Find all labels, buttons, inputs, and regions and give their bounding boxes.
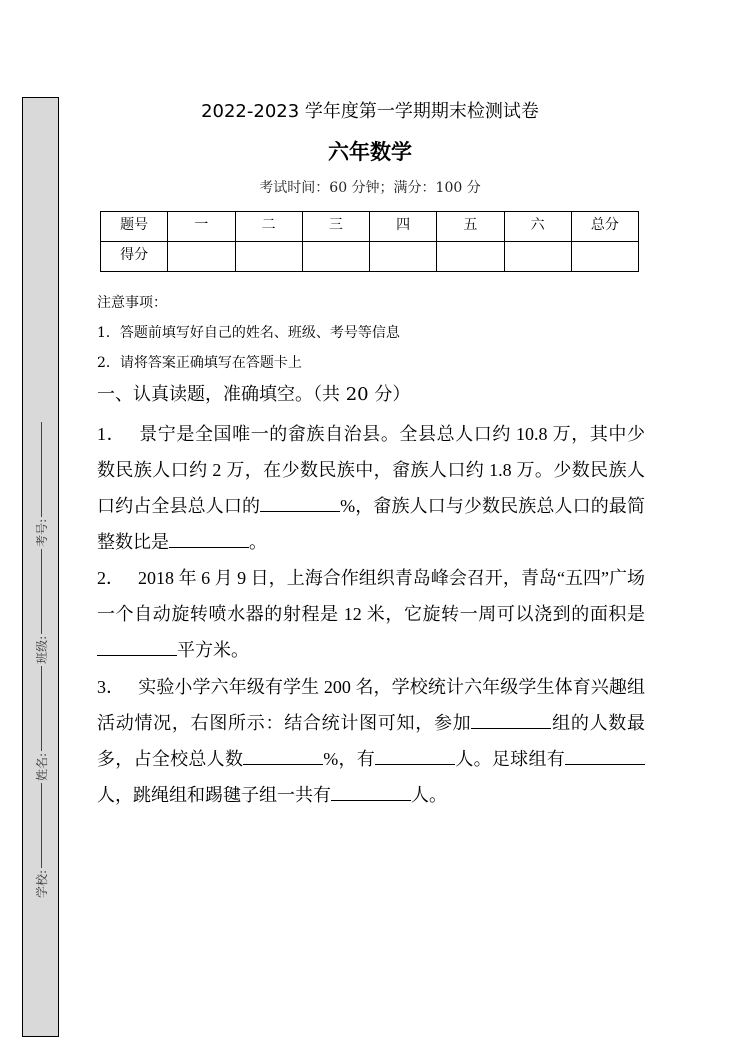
question-text: 人。足球组有: [455, 749, 566, 769]
cell: 四: [370, 212, 437, 242]
answer-blank[interactable]: [375, 746, 455, 765]
exam-number-label: 考号:: [34, 518, 49, 547]
cell: 二: [235, 212, 302, 242]
class-field[interactable]: [41, 549, 42, 634]
score-table-score-row: [101, 242, 639, 272]
name-label: 姓名:: [34, 752, 49, 781]
question-3: [97, 669, 645, 813]
question-text: 实验小学六年级有学生 200 名，学校统计六年级学生体育兴趣组活动情况，右图所示：结合统计图可知，参加: [97, 677, 646, 733]
answer-blank[interactable]: [97, 637, 177, 656]
score-table: [100, 211, 639, 272]
question-1: [97, 416, 645, 560]
question-text: 人，跳绳组和踢毽子组一共有: [97, 785, 331, 805]
notes-title: 注意事项：: [97, 295, 167, 311]
question-2: [97, 560, 645, 668]
exam-number-field[interactable]: [41, 422, 42, 517]
notes: [97, 288, 400, 378]
score-cell[interactable]: [437, 242, 504, 272]
answer-blank[interactable]: [169, 529, 249, 548]
binding-strip-fields: [30, 420, 52, 900]
answer-blank[interactable]: [471, 710, 551, 729]
exam-title: 2022-2023 学年度第一学期期末检测试卷: [201, 101, 539, 122]
cell: 题号: [101, 212, 168, 242]
score-cell[interactable]: [571, 242, 638, 272]
question-number: 2．: [97, 568, 125, 588]
school-label: 学校:: [34, 869, 49, 898]
class-label: 班级:: [34, 635, 49, 664]
question-text: 人。: [411, 785, 447, 805]
score-cell[interactable]: [504, 242, 571, 272]
question-text: 平方米。: [177, 640, 249, 660]
question-text: 2018 年 6 月 9 日，上海合作组织青岛峰会召开，青岛“五四”广场一个自动旋转喷水器的射程是 12 米，它旋转一周可以浇到的面积是: [97, 568, 646, 624]
score-cell[interactable]: [168, 242, 235, 272]
cell: 总分: [571, 212, 638, 242]
score-cell[interactable]: [302, 242, 369, 272]
question-number: 1．: [97, 424, 126, 444]
question-text: %，有: [323, 749, 376, 769]
answer-blank[interactable]: [260, 493, 340, 512]
school-field[interactable]: [41, 783, 42, 868]
cell: 六: [504, 212, 571, 242]
cell: 一: [168, 212, 235, 242]
question-text: 。: [249, 532, 267, 552]
answer-blank[interactable]: [331, 782, 411, 801]
answer-blank[interactable]: [565, 746, 645, 765]
question-number: 3．: [97, 677, 125, 697]
question-text: 组的人数最多，占全校总人数: [97, 713, 646, 769]
section-heading: 一、认真读题，准确填空。（共 20 分）: [97, 384, 411, 405]
note-item: 1．答题前填写好自己的姓名、班级、考号等信息: [97, 325, 400, 341]
score-cell[interactable]: [370, 242, 437, 272]
question-text: %，畲族人口与少数民族总人口的最简整数比是: [97, 496, 646, 552]
answer-blank[interactable]: [243, 746, 323, 765]
score-cell[interactable]: [235, 242, 302, 272]
exam-info: 考试时间：60 分钟；满分：100 分: [259, 180, 481, 196]
question-text: 景宁是全国唯一的畲族自治县。全县总人口约 10.8 万，其中少数民族人口约 2 万，在少数民族中，畲族人口约 1.8 万。少数民族人口约占全县总人口的: [97, 424, 646, 516]
score-table-header-row: [101, 212, 639, 242]
subject-title: 六年数学: [328, 140, 412, 164]
cell: 五: [437, 212, 504, 242]
note-item: 2．请将答案正确填写在答题卡上: [97, 355, 302, 371]
name-field[interactable]: [41, 666, 42, 751]
cell: 三: [302, 212, 369, 242]
cell: 得分: [101, 242, 168, 272]
